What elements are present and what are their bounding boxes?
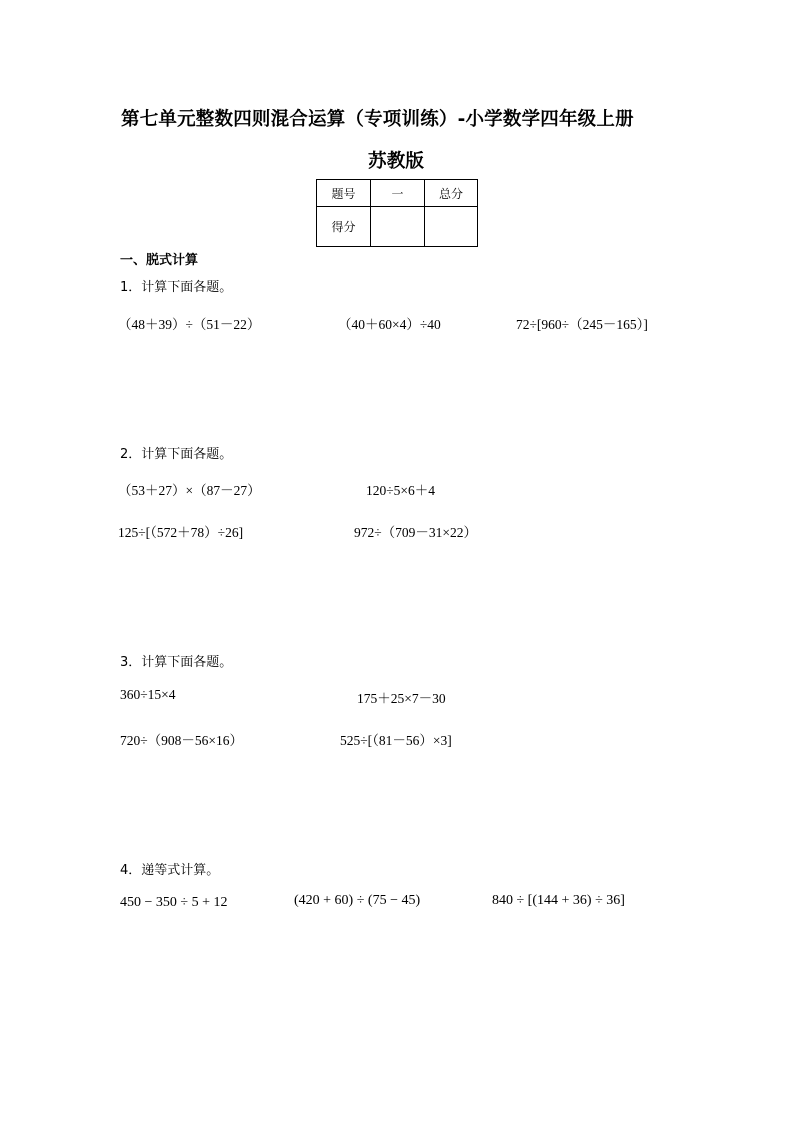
question-1-expr-3: 72÷[960÷（245－165）]: [516, 317, 648, 332]
document-title-line1: 第七单元整数四则混合运算（专项训练）-小学数学四年级上册: [121, 109, 634, 130]
question-3-expr-2: 175＋25×7－30: [357, 691, 446, 706]
question-2-expr-1: （53＋27）×（87－27）: [118, 483, 261, 498]
question-4-expr-3: 840 ÷ [(144 + 36) ÷ 36]: [492, 893, 625, 908]
question-2-expr-3: 125÷[（572＋78）÷26]: [118, 525, 244, 540]
score-header-total: 总分: [425, 180, 478, 207]
question-1-expr-2: （40＋60×4）÷40: [338, 317, 441, 332]
question-2-title: 2．计算下面各题。: [120, 447, 233, 462]
question-3-title: 3．计算下面各题。: [120, 655, 233, 670]
question-2-expr-4: 972÷（709－31×22）: [354, 525, 478, 540]
section-heading: 一、脱式计算: [120, 253, 199, 268]
score-cell-section-one[interactable]: [371, 207, 425, 247]
question-4-title: 4．递等式计算。: [120, 863, 220, 878]
score-row-label: 得分: [317, 207, 371, 247]
question-1-title: 1．计算下面各题。: [120, 280, 233, 295]
question-3-expr-4: 525÷[（81－56）×3]: [340, 733, 452, 748]
question-4-expr-2: (420 + 60) ÷ (75 − 45): [294, 893, 421, 908]
question-3-expr-1: 360÷15×4: [120, 687, 176, 702]
score-cell-total[interactable]: [425, 207, 478, 247]
question-3-expr-3: 720÷（908－56×16）: [120, 733, 244, 748]
score-header-section-one: 一: [371, 180, 425, 207]
score-header-question-no: 题号: [317, 180, 371, 207]
question-2-expr-2: 120÷5×6＋4: [366, 483, 436, 498]
question-1-expr-1: （48＋39）÷（51－22）: [118, 317, 261, 332]
question-4-expr-1: 450 − 350 ÷ 5 + 12: [120, 895, 228, 910]
document-title-line2: 苏教版: [368, 151, 425, 172]
score-table: [316, 179, 478, 247]
